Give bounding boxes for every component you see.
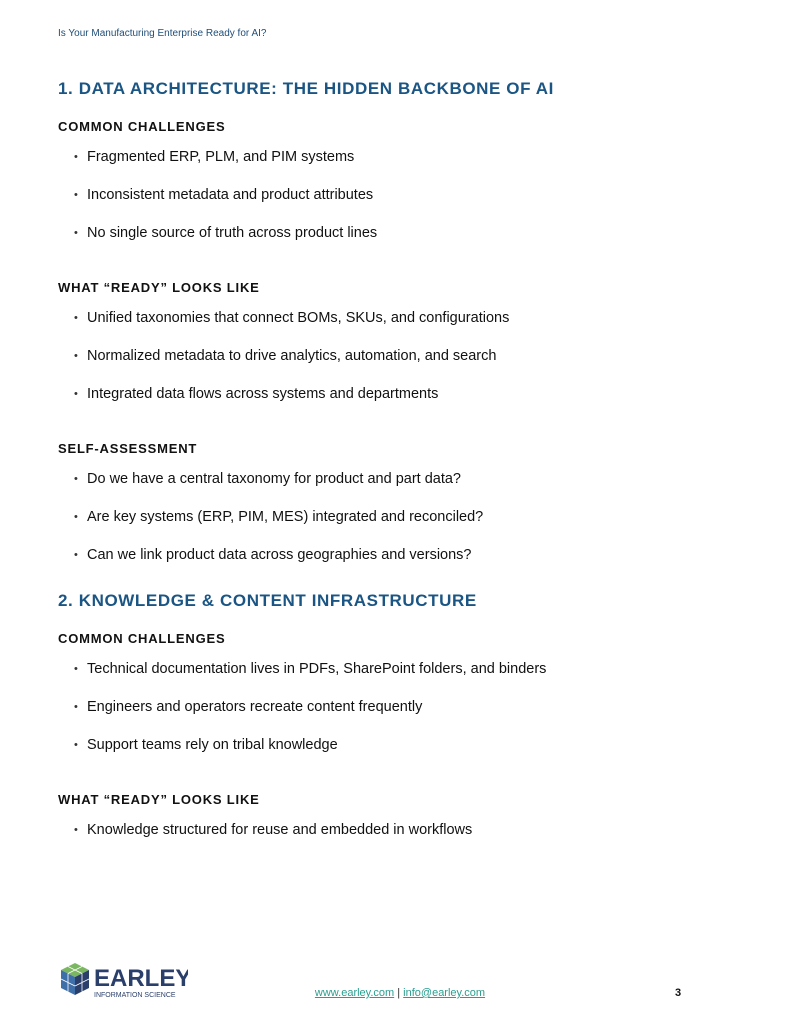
subhead-what-ready-looks-like: WHAT “READY” LOOKS LIKE bbox=[58, 792, 260, 807]
subhead-common-challenges: COMMON CHALLENGES bbox=[58, 119, 226, 134]
section-title-data-architecture: 1. DATA ARCHITECTURE: THE HIDDEN BACKBONE OF AI bbox=[58, 79, 555, 98]
list-item: • Are key systems (ERP, PIM, MES) integrated and reconciled? bbox=[74, 509, 484, 525]
logo-wordmark: EARLEY bbox=[94, 965, 188, 992]
subhead-self-assessment: SELF-ASSESSMENT bbox=[58, 441, 198, 456]
list-item: • No single source of truth across product lines bbox=[74, 225, 378, 241]
subhead-common-challenges: COMMON CHALLENGES bbox=[58, 631, 226, 646]
list-item: • Inconsistent metadata and product attributes bbox=[74, 187, 374, 203]
logo-tagline: INFORMATION SCIENCE bbox=[94, 992, 176, 999]
bullet-icon: • bbox=[74, 189, 78, 201]
running-header: Is Your Manufacturing Enterprise Ready for AI? bbox=[58, 28, 267, 39]
bullet-icon: • bbox=[74, 739, 78, 751]
bullet-list-challenges bbox=[58, 148, 748, 262]
page-content bbox=[58, 78, 748, 859]
list-item: • Do we have a central taxonomy for product and part data? bbox=[74, 471, 461, 487]
subhead-what-ready-looks-like: WHAT “READY” LOOKS LIKE bbox=[58, 280, 260, 295]
bullet-icon: • bbox=[74, 312, 78, 324]
bullet-icon: • bbox=[74, 663, 78, 675]
bullet-icon: • bbox=[74, 388, 78, 400]
section-title-knowledge-content: 2. KNOWLEDGE & CONTENT INFRASTRUCTURE bbox=[58, 591, 477, 610]
email-link[interactable]: info@earley.com bbox=[403, 987, 486, 999]
bullet-icon: • bbox=[74, 227, 78, 239]
list-item: • Integrated data flows across systems and departments bbox=[74, 386, 439, 402]
bullet-icon: • bbox=[74, 701, 78, 713]
bullet-icon: • bbox=[74, 511, 78, 523]
list-item: • Normalized metadata to drive analytics, automation, and search bbox=[74, 348, 497, 364]
separator: | bbox=[397, 987, 401, 999]
list-item: • Fragmented ERP, PLM, and PIM systems bbox=[74, 149, 355, 165]
bullet-list-ready bbox=[58, 309, 748, 423]
bullet-icon: • bbox=[74, 350, 78, 362]
list-item: • Can we link product data across geographies and versions? bbox=[74, 547, 472, 563]
bullet-icon: • bbox=[74, 549, 78, 561]
bullet-list-challenges bbox=[58, 660, 748, 774]
list-item: • Knowledge structured for reuse and embedded in workflows bbox=[74, 822, 473, 838]
list-item: • Engineers and operators recreate content frequently bbox=[74, 699, 423, 715]
website-link[interactable]: www.earley.com bbox=[314, 987, 395, 999]
bullet-icon: • bbox=[74, 824, 78, 836]
bullet-list-ready bbox=[58, 821, 748, 859]
bullet-icon: • bbox=[74, 473, 78, 485]
bullet-list-self-assessment bbox=[58, 470, 748, 584]
list-item: • Technical documentation lives in PDFs, SharePoint folders, and binders bbox=[74, 661, 547, 677]
page-number: 3 bbox=[675, 987, 682, 999]
bullet-icon: • bbox=[74, 151, 78, 163]
list-item: • Unified taxonomies that connect BOMs, SKUs, and configurations bbox=[74, 310, 510, 326]
list-item: • Support teams rely on tribal knowledge bbox=[74, 737, 338, 753]
